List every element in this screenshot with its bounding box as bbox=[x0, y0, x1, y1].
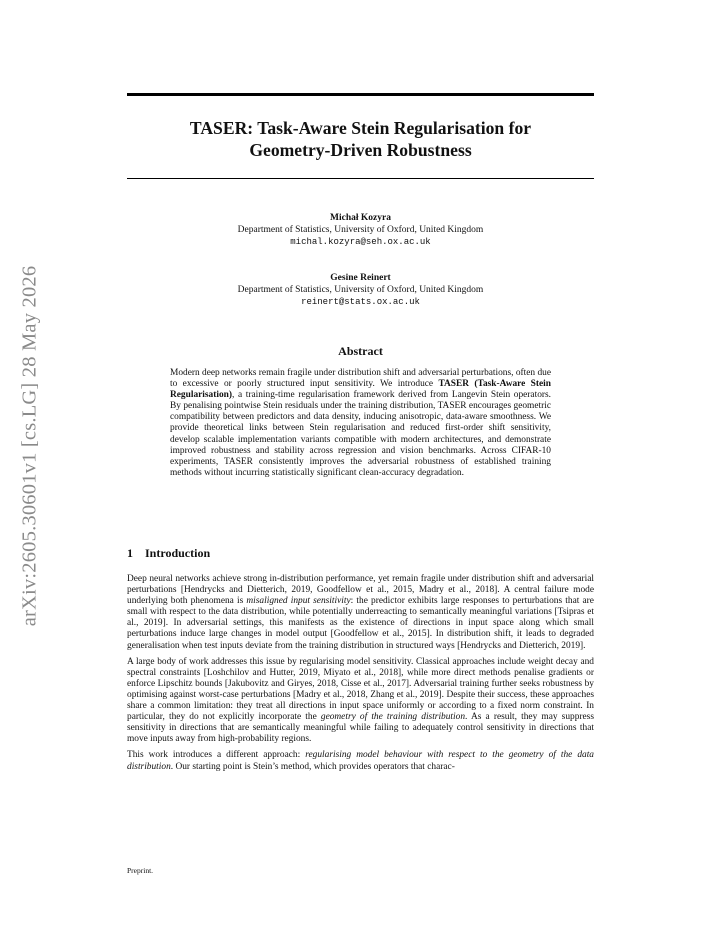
author-name: Michał Kozyra bbox=[330, 213, 391, 223]
author-email[interactable]: michal.kozyra@seh.ox.ac.uk bbox=[290, 237, 431, 247]
title-line-1: TASER: Task-Aware Stein Regularisation for bbox=[189, 118, 532, 138]
title-line-2: Geometry-Driven Robustness bbox=[249, 140, 472, 160]
arxiv-identifier: arXiv:2605.30601v1 [cs.LG] 28 May 2026 bbox=[18, 265, 41, 627]
paragraph-text: . As a result, they may suppress sensitivity in directions that are semantically meaningful while failing to adequately control sensitivity in directions that move inputs away from high-probability regions. bbox=[127, 712, 594, 745]
abstract-text-post: , a training-time regularisation framework derived from Langevin Stein operators. By penalising pointwise Stein residuals under the training distribution, TASER encourages geometric compatibility between predictors and data density, inducing anisotropic, data-aware smoothness. We provide theoretical links between Stein regularisation and reduced first-order shift sensitivity, develop scalable implementation variants compatible with modern architectures, and demonstrate improved robustness and stability across regression and vision benchmarks. Across CIFAR-10 experiments, TASER consistently improves the adversarial robustness of established training methods without incurring statistically significant clean-accuracy degradation. bbox=[170, 390, 551, 478]
emphasis-text: geometry of the training distribution bbox=[320, 712, 466, 723]
title-bottom-rule bbox=[127, 178, 594, 179]
emphasis-text: regularising model behaviour with respect to the geometry of the data distribution bbox=[127, 750, 594, 772]
arxiv-sidebar-stamp bbox=[0, 0, 60, 932]
section-title: Introduction bbox=[145, 546, 211, 560]
author-name: Gesine Reinert bbox=[330, 273, 391, 283]
author-email[interactable]: reinert@stats.ox.ac.uk bbox=[301, 297, 420, 307]
paper-title bbox=[127, 117, 594, 161]
introduction-body bbox=[127, 574, 594, 778]
paragraph-text: Deep neural networks achieve strong in-distribution performance, yet remain fragile under distribution shift and adversarial perturbations [Hendrycks and Dietterich, 2019, Goodfellow et al., 2015, Madry et al., 2018]. A central failure mode underlying both phenomena is bbox=[127, 574, 594, 607]
paragraph-3 bbox=[127, 750, 594, 772]
paragraph-2 bbox=[127, 657, 594, 746]
author-affiliation: Department of Statistics, University of Oxford, United Kingdom bbox=[237, 285, 484, 295]
abstract-text-pre: Modern deep networks remain fragile under distribution shift and adversarial perturbations, often due to excessive or poorly structured input sensitivity. We introduce bbox=[170, 368, 551, 390]
section-number: 1 bbox=[127, 546, 133, 560]
author-block-1 bbox=[127, 212, 594, 248]
paragraph-text: . Our starting point is Stein’s method, which provides operators that charac- bbox=[170, 761, 455, 772]
section-heading-introduction bbox=[127, 546, 210, 561]
paragraph-text: : the predictor exhibits large responses to perturbations that are small with respect to the data distribution, while potentially underreacting to semantically meaningful variations [Tsipras et al., 2019]. In adversarial settings, this manifests as the existence of directions in input space along which small perturbations induce large changes in model output [Goodfellow et al., 2015]. In distribution shift, it leads to degraded generalisation when test inputs deviate from the training distribution in structured ways [Hendrycks and Dietterich, 2019]. bbox=[127, 596, 594, 651]
author-block-2 bbox=[127, 272, 594, 308]
paragraph-1 bbox=[127, 574, 594, 652]
emphasis-text: misaligned input sensitivity bbox=[246, 596, 351, 607]
paragraph-text: This work introduces a different approach: bbox=[127, 750, 306, 761]
author-affiliation: Department of Statistics, University of Oxford, United Kingdom bbox=[237, 225, 484, 235]
paragraph-text: A large body of work addresses this issue by regularising model sensitivity. Classical approaches include weight decay and spectral constraints [Loshchilov and Hutter, 2019, Miyato et al., 2018], while more direct methods penalise gradients or enforce Lipschitz bounds [Jakubovitz and Giryes, 2018, Cisse et al., 2017]. Adversarial training further seeks robustness by optimising against worst-case perturbations [Madry et al., 2018, Zhang et al., 2019]. Despite their success, these approaches share a common limitation: they treat all directions in input space uniformly or according to a fixed norm constraint. In particular, they do not explicitly incorporate the bbox=[127, 656, 594, 723]
page-footer: Preprint. bbox=[127, 866, 154, 875]
title-top-rule bbox=[127, 93, 594, 96]
abstract-method-name: TASER (Task-Aware Stein Regularisation) bbox=[170, 379, 551, 401]
abstract-heading: Abstract bbox=[338, 344, 383, 358]
abstract-body bbox=[170, 368, 551, 479]
